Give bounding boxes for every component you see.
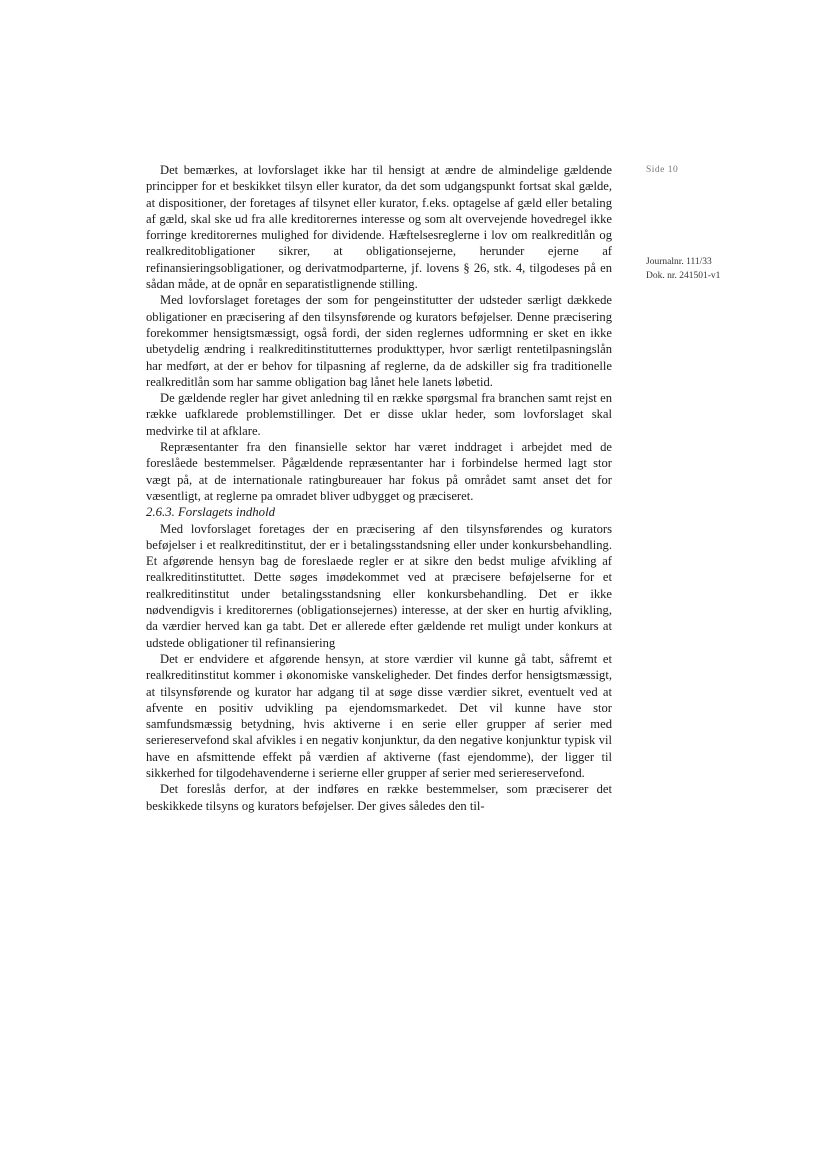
paragraph: Det er endvidere et afgørende hensyn, at store værdier vil kunne gå tabt, såfremt et realkreditinstitut kommer i økonomiske vanskeligheder. Det findes derfor hensigtsmæssigt, at tilsynsførende og kurator har adgang til at søge disse værdier sikret, eventuelt ved at afvente en positiv udvikling pa ejendomsmarkedet. Det vil kunne have stor samfundsmæssig betydning, hvis aktiverne i en serie eller grupper af serier med seriereservefond skal afvikles i en negativ konjunktur, da den negative konjunktur typisk vil have en afsmittende effekt på værdien af aktiverne (fast ejendomme), der ligger til sikkerhed for tilgodehavenderne i serierne eller grupper af serier med seriereservefond. <box>146 651 612 780</box>
paragraph: Det bemærkes, at lovforslaget ikke har til hensigt at ændre de almindelige gældende principper for et beskikket tilsyn eller kurator, da det som udgangspunkt fortsat skal gælde, at dispositioner, der foretages af tilsynet eller kurator, f.eks. optagelse af gæld eller betaling af gæld, skal ske ud fra alle kreditorernes interesse og som alt overvejende hovedregel ikke forringe kreditorernes mulighed for dividende. Hæftelsesreglerne i lov om realkreditlån og realkreditobligationer sikrer, at obligationsejerne, herunder ejerne af refinansieringsobligationer, og derivatmodparterne, jf. lovens § 26, stk. 4, tilgodeses på en sådan måde, at de opnår en separatistlignende stilling. <box>146 163 612 292</box>
paragraph: De gældende regler har givet anledning til en række spørgsmal fra branchen samt rejst en række uafklarede problemstillinger. Det er disse uklar heder, som lovforslaget skal medvirke til at afklare. <box>146 391 612 438</box>
paragraph: Det foreslås derfor, at der indføres en række bestemmelser, som præciserer det beskikkede tilsyns og kurators beføjelser. Der gives således den til- <box>146 782 612 813</box>
paragraph: Med lovforslaget foretages der som for pengeinstitutter der udsteder særligt dækkede obligationer en præcisering af den tilsynsførende og kurators beføjelser. Denne præcisering forekommer hensigtsmæssigt, også fordi, der siden reglernes udformning er sket en ikke ubetydelig ændring i realkreditinstitutternes produkttyper, hvor særligt rentetilpasningslån har medført, at der er behov for tilpasning af reglerne, da de adskiller sig fra traditionelle realkreditlån som har samme obligation bag lånet hele lanets løbetid. <box>146 293 612 389</box>
paragraph: Med lovforslaget foretages der en præcisering af den tilsynsførendes og kurators beføjelser i et realkreditinstitut, der er i betalingsstandsning eller under konkursbehandling. Et afgørende hensyn bag de foreslaede regler er at sikre den bedst mulige afvikling af realkreditinstituttet. Dette søges imødekommet ved at præcisere beføjelserne for et realkreditinstitut under betalingsstandsning eller konkursbehandling. Det er ikke nødvendigvis i kreditorernes (obligationsejernes) interesse, at der sker en hurtig afvikling, da værdier herved kan ga tabt. Det er allerede efter gældende ret muligt under konkurs at udstede obligationer til refinansiering <box>146 521 612 650</box>
section-heading: 2.6.3. Forslagets indhold <box>146 505 276 520</box>
document-sidebar <box>646 163 816 283</box>
page-number: Side 10 <box>646 165 679 175</box>
journal-number: Journalnr. 111/33 <box>646 257 712 267</box>
document-number: Dok. nr. 241501-v1 <box>646 271 721 281</box>
paragraph: Repræsentanter fra den finansielle sektor har været inddraget i arbejdet med de foreslåede bestemmelser. Pågældende repræsentanter har i forbindelse hermed lagt stor vægt på, at de internationale ratingbureauer har fokus på området samt anset det for væsentligt, at reglerne pa omradet bliver udbygget og præciseret. <box>146 440 612 503</box>
document-body <box>146 162 612 814</box>
